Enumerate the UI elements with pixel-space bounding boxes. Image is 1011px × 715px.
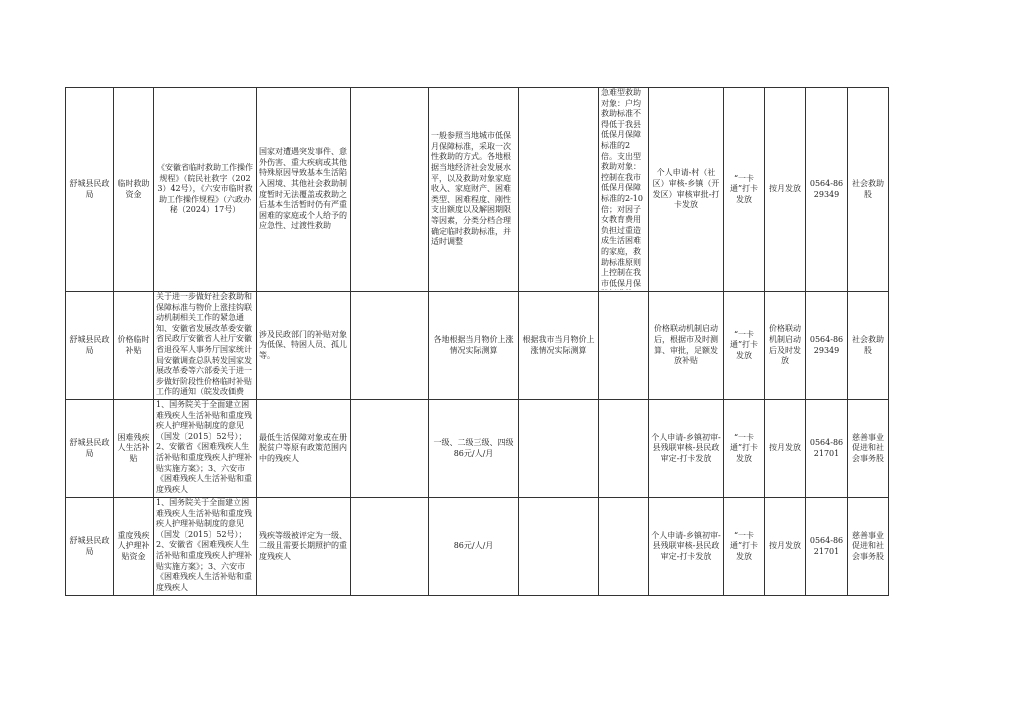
method-cell: “一卡通”打卡发放 <box>724 400 765 498</box>
standard-cell: 一级、二级三级、四级86元/人/月 <box>429 400 519 498</box>
basis-text: 1、国务院关于全面建立困难残疾人生活补贴和重度残疾人护理补贴制度的意见（国发〔2015〕52号）；2、安徽省《困难残疾人生活补贴和重度残疾人护理补贴实施方案》；3、六安市《困难残疾人生活补贴和重度残疾人 <box>156 400 252 494</box>
city-standard-cell <box>519 88 599 292</box>
city-standard-cell: 根据我市当月物价上涨情况实际测算 <box>519 292 599 400</box>
phone-cell: 0564-8621701 <box>806 498 848 596</box>
empty-cell <box>351 498 429 596</box>
standard-cell: 86元/人/月 <box>429 498 519 596</box>
standard-cell: 一般参照当地城市低保月保障标准，采取一次性救助的方式。各地根据当地经济社会发展水平，以及救助对象家庭收入、家庭财产、困难类型、困难程度、刚性支出额度以及解困期限等因素，分类分档合理确定临时救助标准，并适时调整 <box>429 88 519 292</box>
unit-cell: 社会救助股 <box>848 292 889 400</box>
county-standard-text: 急难型救助对象：户均救助标准不得低于我县低保月保障标准的2倍。支出型救助对象：控制在我市低保月保障标准的2-10倍；对因子女教育费用负担过重造成生活困难的家庭，救助标准原则上控制在我市低保月保 <box>601 88 643 288</box>
city-standard-cell <box>519 400 599 498</box>
city-standard-cell <box>519 498 599 596</box>
basis-cell <box>154 400 257 498</box>
table-row <box>66 292 889 400</box>
time-cell: 按月发放 <box>765 88 806 292</box>
county-standard-cell <box>599 400 649 498</box>
procedure-cell: 个人申请-乡镇初审-县残联审核-县民政审定-打卡发放 <box>649 498 724 596</box>
item-cell: 临时救助资金 <box>114 88 154 292</box>
target-cell: 国家对遭遇突发事件、意外伤害、重大疾病或其他特殊原因导致基本生活陷入困境、其他社会救助制度暂时无法覆盖或救助之后基本生活暂时仍有严重困难的家庭或个人给予的应急性、过渡性救助 <box>257 88 351 292</box>
county-standard-cell <box>599 88 649 292</box>
procedure-cell: 个人申请-村（社区）审核-乡镇（开发区）审核审批-打卡发放 <box>649 88 724 292</box>
method-cell: “一卡通”打卡发放 <box>724 498 765 596</box>
basis-text: 关于进一步做好社会救助和保障标准与物价上涨挂钩联动机制相关工作的紧急通知、安徽省发展改革委安徽省民政厅安徽省人社厅安徽省退役军人事务厅国家统计局安徽调查总队转发国家发展改革委等六部委关于进一步做好阶段性价格临时补贴工作的通知（皖发改価费 <box>156 292 252 397</box>
empty-cell <box>351 292 429 400</box>
basis-cell: 《安徽省临时救助工作操作规程》（皖民社救字（2023）42号），《六安市临时救助工作操作规程》（六政办秘（2024）17号） <box>154 88 257 292</box>
basis-cell <box>154 498 257 596</box>
phone-cell: 0564-8629349 <box>806 292 848 400</box>
procedure-cell: 个人申请-乡镇初审-县残联审核-县民政审定-打卡发放 <box>649 400 724 498</box>
time-cell: 按月发放 <box>765 498 806 596</box>
basis-text: 1、国务院关于全面建立困难残疾人生活补贴和重度残疾人护理补贴制度的意见（国发〔2015〕52号）；2、安徽省《困难残疾人生活补贴和重度残疾人护理补贴实施方案》；3、六安市《困难残疾人生活补贴和重度残疾人 <box>156 498 252 592</box>
item-cell: 困难残疾人生活补贴 <box>114 400 154 498</box>
time-cell: 按月发放 <box>765 400 806 498</box>
table-row <box>66 88 889 292</box>
target-cell: 残疾等级被评定为一级、二级且需要长期照护的重度残疾人 <box>257 498 351 596</box>
basis-cell <box>154 292 257 400</box>
dept-cell: 舒城县民政局 <box>66 498 114 596</box>
item-cell: 重度残疾人护理补贴资金 <box>114 498 154 596</box>
item-cell: 价格临时补贴 <box>114 292 154 400</box>
empty-cell <box>351 88 429 292</box>
dept-cell: 舒城县民政局 <box>66 292 114 400</box>
table-row <box>66 498 889 596</box>
target-cell: 涉及民政部门的补贴对象为低保、特困人员、孤儿等。 <box>257 292 351 400</box>
phone-cell: 0564-8629349 <box>806 88 848 292</box>
unit-cell: 社会救助股 <box>848 88 889 292</box>
county-standard-cell <box>599 498 649 596</box>
time-cell: 价格联动机制启动后及时发放 <box>765 292 806 400</box>
phone-cell: 0564-8621701 <box>806 400 848 498</box>
standard-cell: 各地根据当月物价上涨情况实际测算 <box>429 292 519 400</box>
method-cell: “一卡通”打卡发放 <box>724 292 765 400</box>
dept-cell: 舒城县民政局 <box>66 400 114 498</box>
table-row <box>66 400 889 498</box>
county-standard-cell <box>599 292 649 400</box>
method-cell: “一卡通”打卡发放 <box>724 88 765 292</box>
empty-cell <box>351 400 429 498</box>
unit-cell: 慈善事业促进和社会事务股 <box>848 400 889 498</box>
policy-table <box>65 87 889 596</box>
target-cell: 最低生活保障对象或在册脱贫户等原有政策范围内中的残疾人 <box>257 400 351 498</box>
dept-cell: 舒城县民政局 <box>66 88 114 292</box>
unit-cell: 慈善事业促进和社会事务股 <box>848 498 889 596</box>
procedure-cell: 价格联动机制启动后，根据市及时测算、审批，足额发放补贴 <box>649 292 724 400</box>
